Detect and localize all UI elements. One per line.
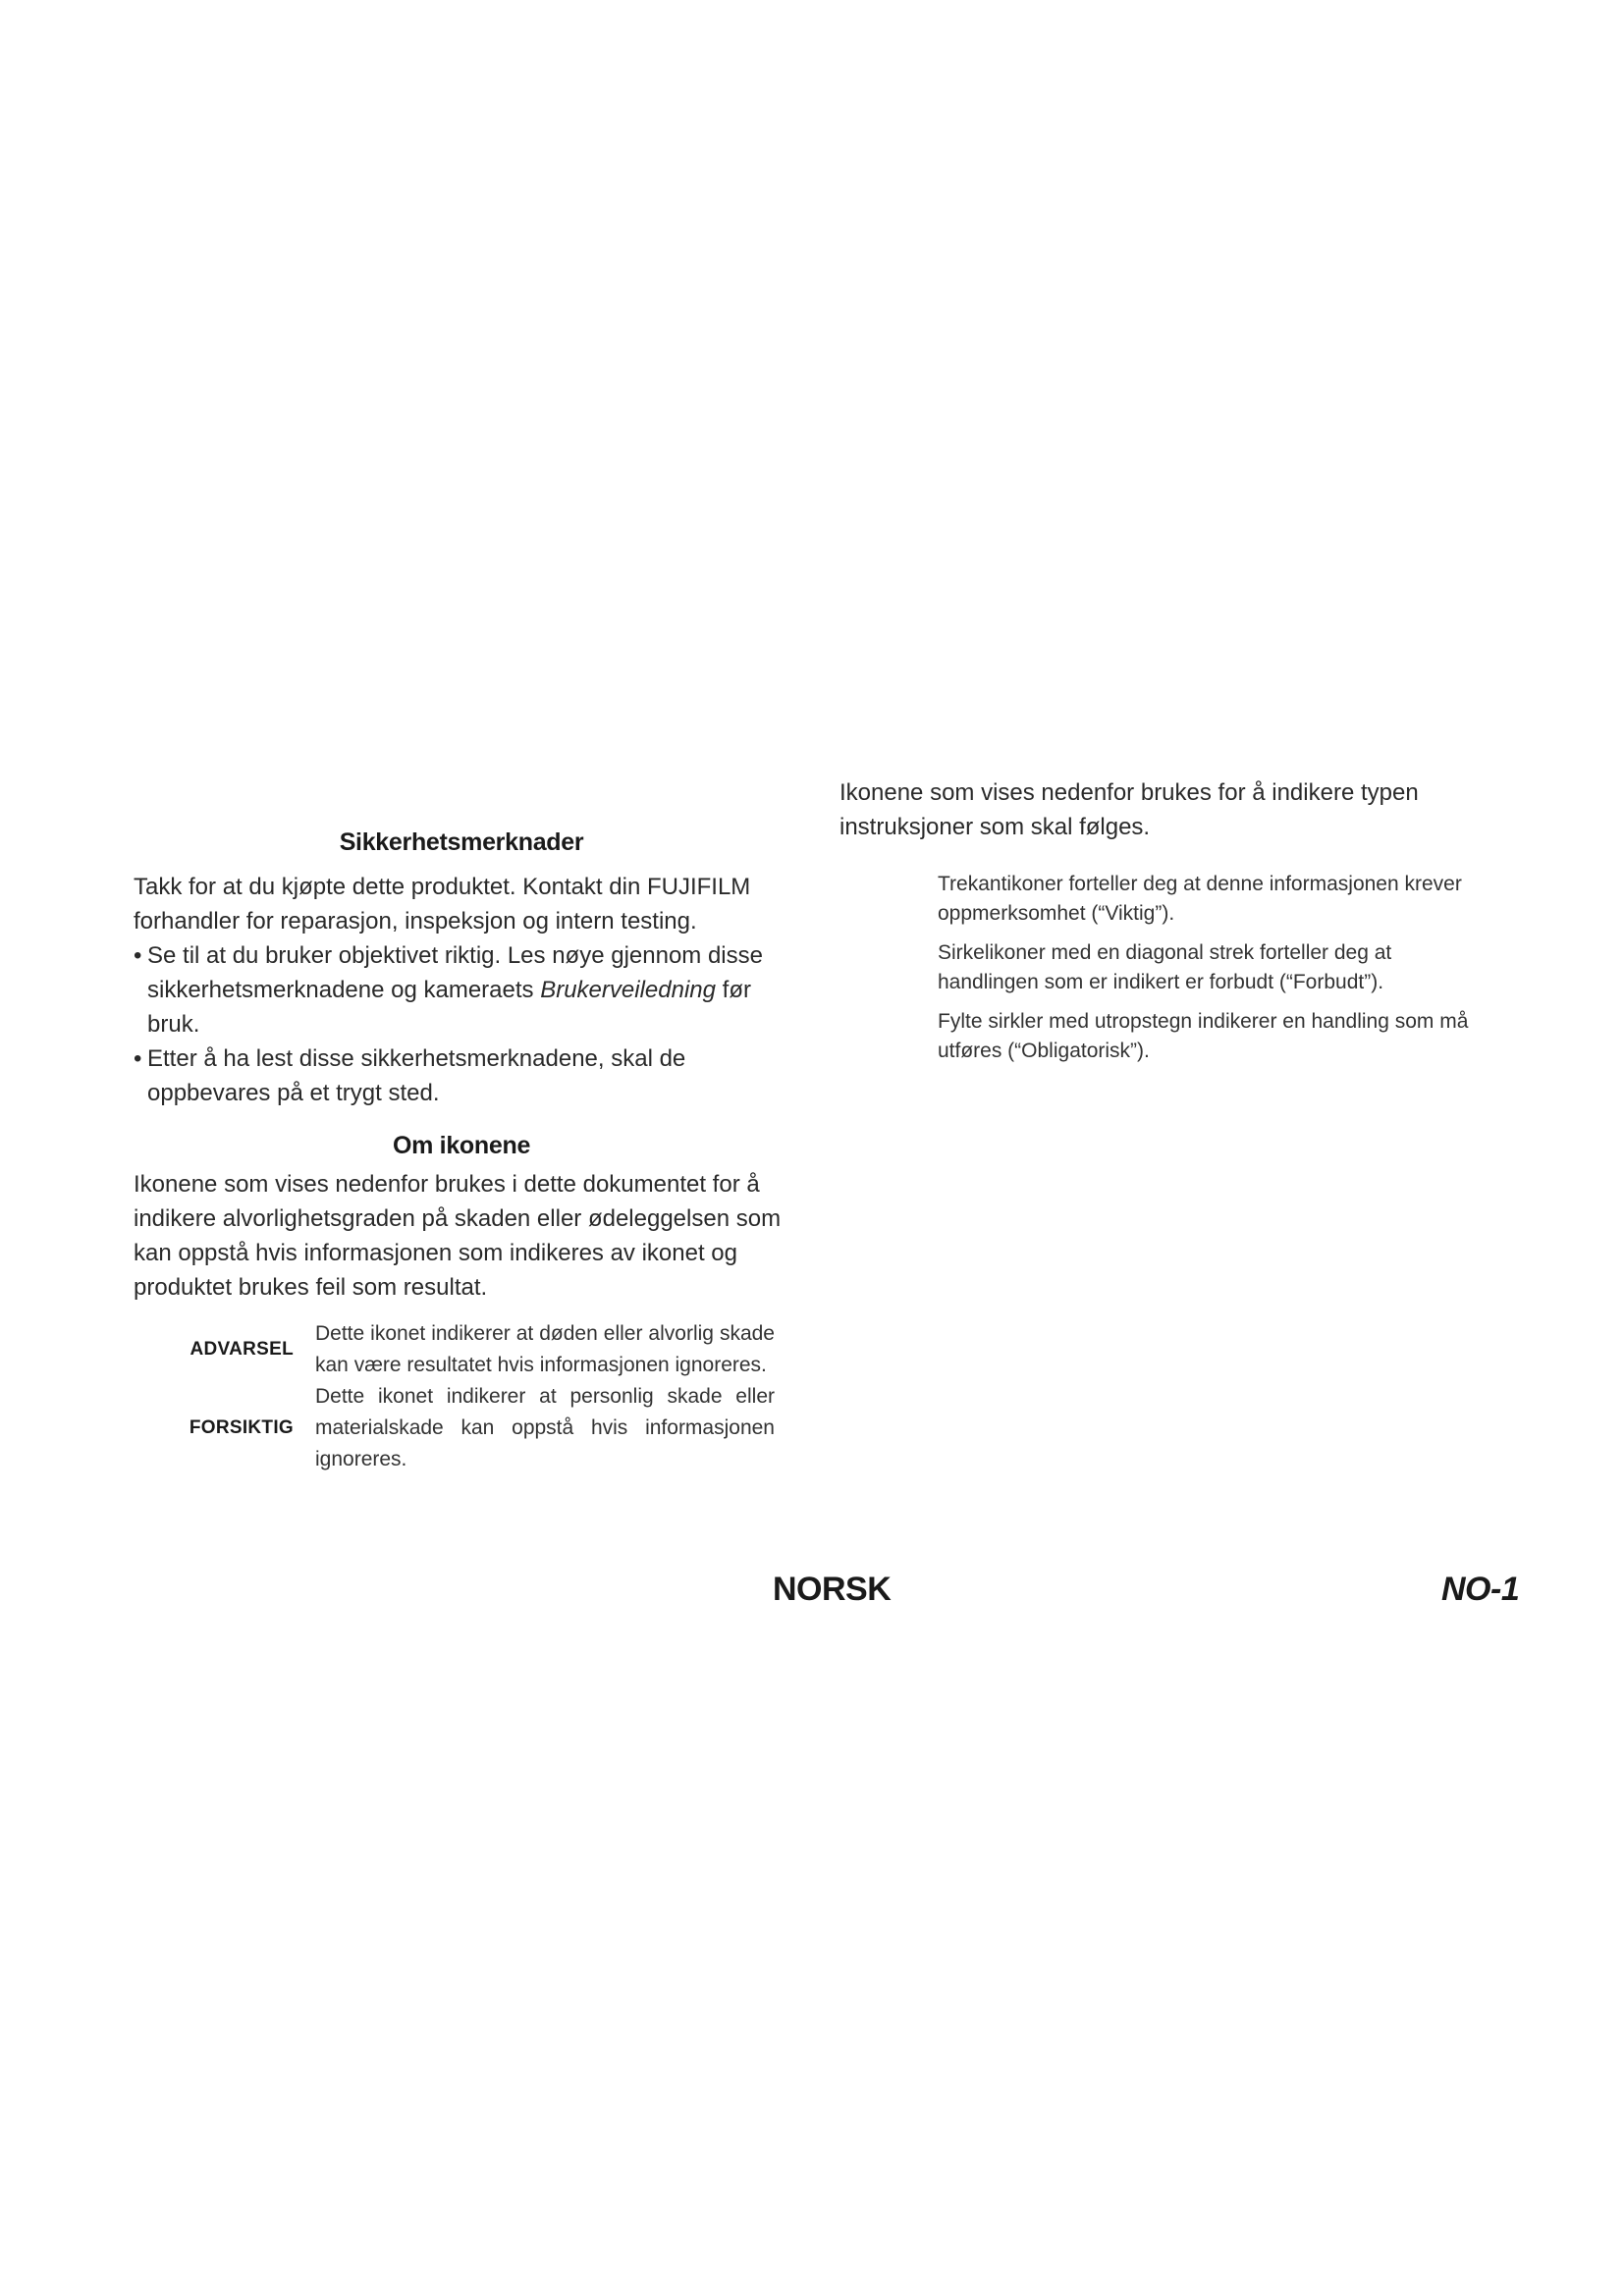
prohibited-icon-description: Sirkelikoner med en diagonal strek forteller deg at handlingen som er indikert er forbudt (“Forbudt”). [938,941,1392,993]
triangle-icon-description: Trekantikoner forteller deg at denne informasjonen krever oppmerksomhet (“Viktig”). [938,873,1462,925]
icon-row-caution [134,1381,789,1475]
footer-language: NORSK [773,1571,892,1608]
page-number: NO-1 [1441,1571,1520,1608]
bullet-item [134,1041,789,1110]
bullet-item [134,938,789,1041]
caution-description: Dette ikonet indikerer at personlig skade eller materialskade kan oppstå hvis informasjonen ignoreres. [315,1385,775,1470]
icon-row-warning [134,1318,789,1381]
bullet-dot: • [134,942,142,969]
warning-label: ADVARSEL [189,1339,294,1360]
right-column [839,775,1488,1076]
caution-label: FORSIKTIG [189,1417,294,1438]
icons-intro: Ikonene som vises nedenfor brukes i dette dokumentet for å indikere alvorlighetsgraden på skaden eller ødeleggelsen som kan oppstå hvis informasjonen som indikeres av ikonet og produktet brukes feil som resultat. [134,1171,782,1301]
bullet-dot: • [134,1045,142,1072]
instruction-icons-intro: Ikonene som vises nedenfor brukes for å indikere typen instruksjoner som skal følges. [839,779,1419,840]
bullet-text-part: før bruk. [147,977,751,1038]
left-column [134,827,789,1475]
section-title-icons: Om ikonene [392,1132,531,1159]
mandatory-icon-description: Fylte sirkler med utropstegn indikerer en handling som må utføres (“Obligatorisk”). [938,1010,1469,1062]
safety-intro: Takk for at du kjøpte dette produktet. Kontakt din FUJIFILM forhandler for reparasjon, inspeksjon og intern testing. [134,874,751,934]
bullet-text: Etter å ha lest disse sikkerhetsmerknadene, skal de oppbevares på et trygt sted. [147,1045,686,1106]
section-title-safety: Sikkerhetsmerknader [339,828,584,856]
manual-title: Brukerveiledning [540,977,716,1003]
warning-description: Dette ikonet indikerer at døden eller alvorlig skade kan være resultatet hvis informasjonen ignoreres. [315,1322,775,1376]
bullet-text-part: Se til at du bruker objektivet riktig. Les nøye gjennom disse sikkerhetsmerknadene og kameraets [147,942,763,1003]
icon-legend-table [134,1318,789,1475]
